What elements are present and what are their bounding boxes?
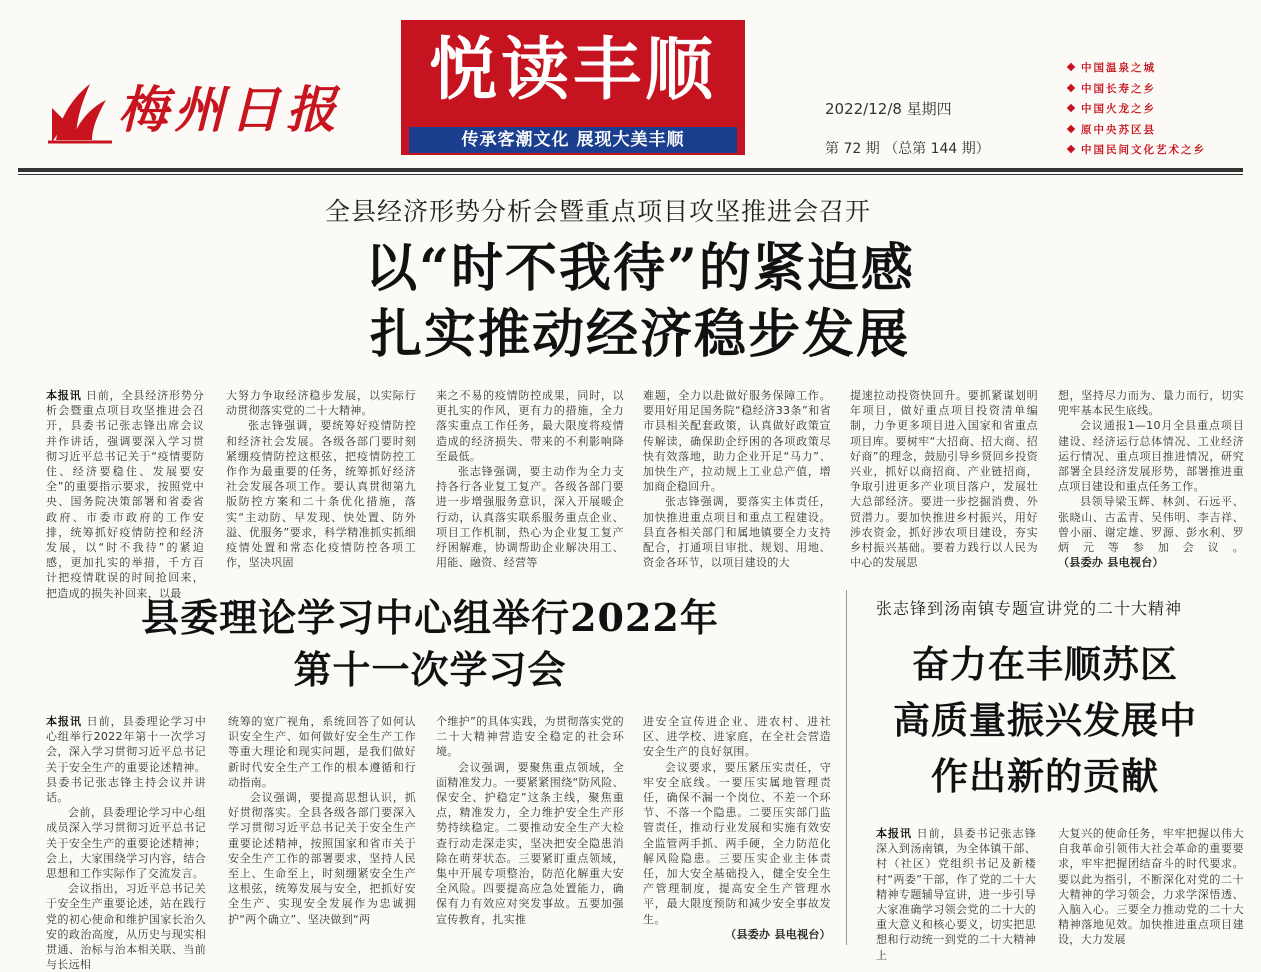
article1-paragraph: 张志锋强调，要主动作为全力支持各行各业复工复产。各级各部门要进一步增强服务意识，深入开展暖企行动，认真落实联系服务重点企业、项目工作机制，热心为企业复工复产纾困解难，协调帮助企业解决用工、用能、融资、经营等 bbox=[436, 465, 624, 570]
article2-text bbox=[46, 714, 206, 805]
article2-paragraph: 会议要求，要压紧压实责任，守牢安全底线。一要压实属地管理责任，确保不漏一个岗位、不差一个环节、不落一个隐患。二要压实部门监管责任，推动行业发展和实施有效安全监管两手抓、两手硬，全力防范化解风险隐患。三要压实企业主体责任，加大安全基础投入，健全安全生产管理制度，提高安全生产管理水平，最大限度预防和减少安全事故发生。 bbox=[643, 760, 831, 926]
article3-headline-line: 作出新的贡献 bbox=[931, 754, 1159, 798]
article1-text: 来之不易的疫情防控成果，同时，以更扎实的作风，更有力的措施，全力落实重点工作任务，最大限度将疫情造成的经济损失、带来的不利影响降至最低。 bbox=[436, 389, 624, 463]
issue-date: 2022/12/8 星期四 bbox=[825, 100, 952, 118]
article2-text: 个维护”的具体实践，为贯彻落实党的二十大精神营造安全稳定的社会环境。 bbox=[436, 715, 624, 759]
article1-column bbox=[226, 388, 416, 584]
article1-column bbox=[436, 388, 624, 584]
article3-headline-line: 高质量振兴发展中 bbox=[893, 698, 1197, 742]
article2-headline-line: 第十一次学习会 bbox=[293, 647, 567, 692]
honor-item: 中国民间文化艺术之乡 bbox=[1068, 140, 1206, 161]
issue-number: 第 72 期 （总第 144 期） bbox=[825, 141, 990, 157]
honor-item: 中国火龙之乡 bbox=[1068, 99, 1206, 120]
article1-lead: 本报讯 bbox=[46, 389, 82, 402]
article1-paragraph bbox=[1058, 494, 1244, 570]
article1-headline-line: 以“时不我待”的紧迫感 bbox=[365, 238, 915, 299]
article2-lead: 本报讯 bbox=[46, 715, 83, 728]
article1-text: 难题，全力以赴做好服务保障工作。要用好用足国务院“稳经济33条”和省市县相关配套政策，认真做好政策宣传解读，确保助企纾困的各项政策尽快有效落地，助力企业开足“马力”、加快生产，拉动规上工业总产值，增加商企稳回升。 bbox=[643, 389, 831, 494]
masthead-divider-thin bbox=[18, 174, 1243, 175]
diamond-bullet-icon bbox=[1067, 63, 1075, 71]
article2-column bbox=[46, 714, 206, 972]
article1-credit: （县委办 县电视台） bbox=[1058, 556, 1164, 570]
article3-column bbox=[876, 826, 1036, 962]
article2-text: 统筹的宽广视角，系统回答了如何认识安全生产、如何做好安全生产工作等重大理论和现实问题，是我们做好新时代安全生产工作的根本遵循和行动指南。 bbox=[228, 715, 416, 789]
article1-column bbox=[1058, 388, 1244, 584]
article2-paragraph: 会前，县委理论学习中心组成员深入学习贯彻习近平总书记关于安全生产的重要论述精神；会上，大家围绕学习内容，结合思想和工作实际作了交流发言。 bbox=[46, 806, 206, 881]
article2-paragraph: 会议强调，要聚焦重点领域，全面精准发力。一要紧紧围绕“防风险、保安全、护稳定”这条主线，聚焦重点，精准发力，全力维护安全生产形势持续稳定。二要推动安全生产大检查行动走深走实，坚决把安全隐患消除在萌芽状态。三要紧盯重点领域，集中开展专项整治，防范化解重大安全风险。四要提高应急处置能力，确保有力有效应对突发事故。五要加强宣传教育，扎实推 bbox=[436, 760, 624, 926]
article2-paragraph: 会议强调，要提高思想认识，抓好贯彻落实。全县各级各部门要深入学习贯彻习近平总书记关于安全生产重要论述精神，按照国家和省市关于安全生产工作的部署要求，坚持人民至上、生命至上，时刻绷紧安全生产这根弦，统筹发展与安全，把抓好安全生产、实现安全发展作为忠诚拥护“两个确立”、坚决做到“两 bbox=[228, 791, 416, 926]
section-divider bbox=[846, 590, 847, 945]
article2-column bbox=[436, 714, 624, 945]
honor-item: 中国温泉之城 bbox=[1068, 58, 1206, 79]
article2-headline bbox=[40, 592, 820, 696]
article1-text: 大努力争取经济稳步发展，以实际行动贯彻落实党的二十大精神。 bbox=[226, 389, 416, 418]
article1-text: 日前，全县经济形势分析会暨重点项目攻坚推进会召开，县委书记张志锋出席会议并作讲话，强调要深入学习贯彻习近平总书记关于“疫情要防住、经济要稳住、发展要安全”的重要指示要求，按照党中央、国务院决策部署和省委省政府、市委市政府的工作安排，统筹抓好疫情防控和经济发展，以“时不我待”的紧迫感，更加扎实的举措，千方百计把疫情耽误的时间抢回来，把造成的损失补回来，以最 bbox=[46, 389, 205, 600]
article1-paragraph: 会议通报1—10月全县重点项目建设、经济运行总体情况、工业经济运行情况、重点项目推进情况，研究部署全县经济发展形势，部署推进重点项目建设和重点任务工作。 bbox=[1058, 419, 1244, 494]
article3-column bbox=[1058, 826, 1244, 945]
article1-text: 提速拉动投资快回升。要抓紧谋划明年项目，做好重点项目投资清单编制，力争更多项目进入国家和省重点项目库。要树牢“大招商、招大商、招好商”的理念，鼓励引导乡贤回乡投资兴业，抓好以商招商、产业链招商，争取引进更多产业项目落户，发展壮大总部经济。要进一步挖掘消费、外贸潜力。要加快推进乡村振兴，用好涉农资金，抓好涉农项目建设，夯实乡村振兴基础。要着力践行以人民为中心的发展思 bbox=[850, 389, 1038, 570]
article3-text: 大复兴的使命任务，牢牢把握以伟大自我革命引领伟大社会革命的重要要求，牢牢把握团结奋斗的时代要求。要以此为指引，不断深化对党的二十大精神的学习领会，力求学深悟透、入脑入心。三要全力推动党的二十大精神落地见效。加快推进重点项目建设，大力发展 bbox=[1058, 827, 1244, 947]
article1-headline bbox=[230, 236, 1050, 368]
article1-headline-line: 扎实推动经济稳步发展 bbox=[369, 304, 910, 365]
article1-text: 县领导梁玉辉、林剑、石远平、张晓山、古孟青、吴伟明、李吉祥、曾小丽、谢定雄、罗源、彭水利、罗炳元等参加会议。 bbox=[1058, 495, 1244, 555]
honor-item: 原中央苏区县 bbox=[1068, 120, 1206, 141]
article2-paragraph: 会议指出，习近平总书记关于安全生产重要论述，站在践行党的初心使命和维护国家长治久安的政治高度，从历史与现实相贯通、治标与治本相关联、当前与长远相 bbox=[46, 882, 206, 972]
article1-paragraph: 张志锋强调，要落实主体责任，加快推进重点项目和重点工程建设。县直各相关部门和属地镇要全力支持配合，打通项目审批、规划、用地、资金各环节，以项目建设的大 bbox=[643, 495, 831, 570]
article2-credit: （县委办 县电视台） bbox=[725, 927, 831, 941]
article3-headline bbox=[845, 636, 1245, 804]
masthead-divider bbox=[18, 168, 1243, 172]
honor-item: 中国长寿之乡 bbox=[1068, 79, 1206, 100]
article2-column bbox=[643, 714, 831, 945]
diamond-bullet-icon bbox=[1067, 145, 1075, 153]
article3-headline-line: 奋力在丰顺苏区 bbox=[912, 642, 1178, 686]
article3-text: 日前，县委书记张志锋深入到汤南镇，为全体镇干部、村（社区）党组织书记及新楼村“两委”干部，作了党的二十大精神专题辅导宣讲，进一步引导大家准确学习领会党的二十大的重大意义和核心要义，切实把思想和行动统一到党的二十大精神上 bbox=[876, 827, 1036, 962]
article2-text: 日前，县委理论学习中心组举行2022年第十一次学习会，深入学习贯彻习近平总书记关于安全生产的重要论述精神。县委书记张志锋主持会议并讲话。 bbox=[46, 715, 206, 805]
honors-list bbox=[1068, 58, 1206, 161]
article1-text: 想，坚持尽力而为、量力而行，切实兜牢基本民生底线。 bbox=[1058, 389, 1244, 418]
edition-slogan: 传承客潮文化 展现大美丰顺 bbox=[409, 127, 737, 153]
article1-column bbox=[46, 388, 205, 600]
diamond-bullet-icon bbox=[1067, 104, 1075, 112]
newspaper-name: 梅州日报 bbox=[118, 81, 342, 139]
newspaper-logo-icon bbox=[46, 78, 114, 144]
article2-column bbox=[228, 714, 416, 945]
diamond-bullet-icon bbox=[1067, 83, 1075, 91]
article1-column bbox=[643, 388, 831, 584]
article1-paragraph: 张志锋强调，要统筹好疫情防控和经济社会发展。各级各部门要时刻紧绷疫情防控这根弦，把疫情防控工作作为最重要的任务，统筹抓好经济社会发展各项工作。要认真贯彻第九版防控方案和二十条优化措施，落实“主动防、早发现、快处置、防外溢、优服务”要求，科学精准抓实抓细疫情处置和常态化疫情防控各项工作，坚决巩固 bbox=[226, 419, 416, 570]
diamond-bullet-icon bbox=[1067, 124, 1075, 132]
edition-banner bbox=[401, 20, 745, 155]
article3-kicker: 张志锋到汤南镇专题宣讲党的二十大精神 bbox=[876, 599, 1183, 618]
article1-kicker: 全县经济形势分析会暨重点项目攻坚推进会召开 bbox=[325, 197, 872, 226]
article3-lead: 本报讯 bbox=[876, 827, 913, 840]
article2-headline-line: 县委理论学习中心组举行2022年 bbox=[141, 595, 719, 640]
article1-column bbox=[850, 388, 1038, 584]
edition-title: 悦读丰顺 bbox=[428, 31, 717, 110]
article2-text: 进安全宣传进企业、进农村、进社区、进学校、进家庭，在全社会营造安全生产的良好氛围。 bbox=[643, 715, 831, 759]
